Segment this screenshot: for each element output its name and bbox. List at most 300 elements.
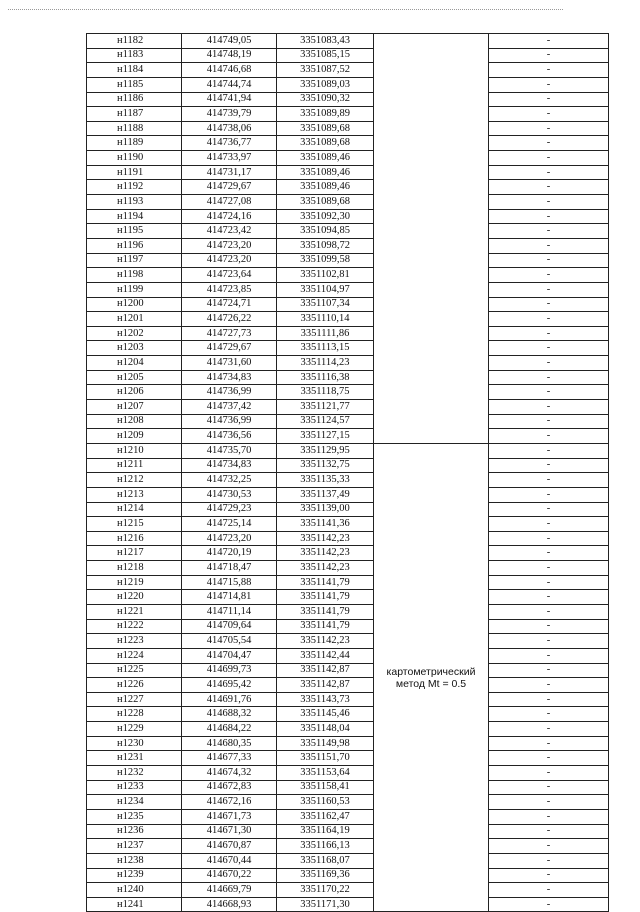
y-coordinate-cell: 3351141,36 bbox=[277, 517, 374, 532]
y-coordinate-cell: 3351171,30 bbox=[277, 897, 374, 912]
y-coordinate-cell: 3351089,68 bbox=[277, 121, 374, 136]
y-coordinate-cell: 3351132,75 bbox=[277, 458, 374, 473]
point-name-cell: н1224 bbox=[87, 648, 182, 663]
y-coordinate-cell: 3351089,46 bbox=[277, 165, 374, 180]
point-name-cell: н1214 bbox=[87, 502, 182, 517]
point-name-cell: н1213 bbox=[87, 487, 182, 502]
point-name-cell: н1190 bbox=[87, 151, 182, 166]
point-name-cell: н1209 bbox=[87, 429, 182, 444]
method-cell: картометрический метод Mt = 0.5 bbox=[374, 443, 489, 912]
x-coordinate-cell: 414725,14 bbox=[182, 517, 277, 532]
table-row bbox=[87, 136, 609, 151]
y-coordinate-cell: 3351162,47 bbox=[277, 809, 374, 824]
x-coordinate-cell: 414731,60 bbox=[182, 356, 277, 371]
point-name-cell: н1235 bbox=[87, 809, 182, 824]
x-coordinate-cell: 414726,22 bbox=[182, 312, 277, 327]
point-name-cell: н1231 bbox=[87, 751, 182, 766]
accuracy-dash-cell: - bbox=[489, 326, 609, 341]
table-row bbox=[87, 487, 609, 502]
x-coordinate-cell: 414670,22 bbox=[182, 868, 277, 883]
accuracy-dash-cell: - bbox=[489, 795, 609, 810]
y-coordinate-cell: 3351170,22 bbox=[277, 883, 374, 898]
table-row bbox=[87, 326, 609, 341]
point-name-cell: н1200 bbox=[87, 297, 182, 312]
point-name-cell: н1186 bbox=[87, 92, 182, 107]
table-row bbox=[87, 48, 609, 63]
table-row bbox=[87, 824, 609, 839]
accuracy-dash-cell: - bbox=[489, 546, 609, 561]
table-row bbox=[87, 766, 609, 781]
table-row bbox=[87, 268, 609, 283]
y-coordinate-cell: 3351142,23 bbox=[277, 561, 374, 576]
point-name-cell: н1199 bbox=[87, 282, 182, 297]
point-name-cell: н1185 bbox=[87, 77, 182, 92]
accuracy-dash-cell: - bbox=[489, 751, 609, 766]
y-coordinate-cell: 3351142,87 bbox=[277, 678, 374, 693]
accuracy-dash-cell: - bbox=[489, 165, 609, 180]
accuracy-dash-cell: - bbox=[489, 400, 609, 415]
x-coordinate-cell: 414723,20 bbox=[182, 531, 277, 546]
x-coordinate-cell: 414677,33 bbox=[182, 751, 277, 766]
point-name-cell: н1205 bbox=[87, 370, 182, 385]
accuracy-dash-cell: - bbox=[489, 766, 609, 781]
point-name-cell: н1215 bbox=[87, 517, 182, 532]
point-name-cell: н1237 bbox=[87, 839, 182, 854]
accuracy-dash-cell: - bbox=[489, 487, 609, 502]
accuracy-dash-cell: - bbox=[489, 443, 609, 458]
accuracy-dash-cell: - bbox=[489, 48, 609, 63]
y-coordinate-cell: 3351142,44 bbox=[277, 648, 374, 663]
y-coordinate-cell: 3351135,33 bbox=[277, 473, 374, 488]
x-coordinate-cell: 414727,73 bbox=[182, 326, 277, 341]
table-row bbox=[87, 370, 609, 385]
accuracy-dash-cell: - bbox=[489, 883, 609, 898]
x-coordinate-cell: 414736,77 bbox=[182, 136, 277, 151]
accuracy-dash-cell: - bbox=[489, 722, 609, 737]
table-row bbox=[87, 604, 609, 619]
accuracy-dash-cell: - bbox=[489, 312, 609, 327]
table-row bbox=[87, 121, 609, 136]
y-coordinate-cell: 3351089,68 bbox=[277, 195, 374, 210]
table-row bbox=[87, 282, 609, 297]
x-coordinate-cell: 414729,23 bbox=[182, 502, 277, 517]
y-coordinate-cell: 3351121,77 bbox=[277, 400, 374, 415]
x-coordinate-cell: 414715,88 bbox=[182, 575, 277, 590]
y-coordinate-cell: 3351141,79 bbox=[277, 604, 374, 619]
point-name-cell: н1197 bbox=[87, 253, 182, 268]
point-name-cell: н1226 bbox=[87, 678, 182, 693]
table-row bbox=[87, 312, 609, 327]
table-row bbox=[87, 678, 609, 693]
table-row bbox=[87, 751, 609, 766]
accuracy-dash-cell: - bbox=[489, 604, 609, 619]
point-name-cell: н1202 bbox=[87, 326, 182, 341]
point-name-cell: н1229 bbox=[87, 722, 182, 737]
accuracy-dash-cell: - bbox=[489, 678, 609, 693]
x-coordinate-cell: 414739,79 bbox=[182, 107, 277, 122]
table-row bbox=[87, 341, 609, 356]
point-name-cell: н1220 bbox=[87, 590, 182, 605]
accuracy-dash-cell: - bbox=[489, 590, 609, 605]
x-coordinate-cell: 414730,53 bbox=[182, 487, 277, 502]
y-coordinate-cell: 3351089,46 bbox=[277, 151, 374, 166]
table-row bbox=[87, 634, 609, 649]
x-coordinate-cell: 414723,20 bbox=[182, 238, 277, 253]
table-row bbox=[87, 839, 609, 854]
table-row bbox=[87, 209, 609, 224]
accuracy-dash-cell: - bbox=[489, 853, 609, 868]
point-name-cell: н1204 bbox=[87, 356, 182, 371]
point-name-cell: н1191 bbox=[87, 165, 182, 180]
x-coordinate-cell: 414670,87 bbox=[182, 839, 277, 854]
y-coordinate-cell: 3351116,38 bbox=[277, 370, 374, 385]
accuracy-dash-cell: - bbox=[489, 34, 609, 49]
x-coordinate-cell: 414736,99 bbox=[182, 385, 277, 400]
accuracy-dash-cell: - bbox=[489, 63, 609, 78]
point-name-cell: н1219 bbox=[87, 575, 182, 590]
x-coordinate-cell: 414671,30 bbox=[182, 824, 277, 839]
point-name-cell: н1184 bbox=[87, 63, 182, 78]
table-row bbox=[87, 77, 609, 92]
y-coordinate-cell: 3351089,46 bbox=[277, 180, 374, 195]
table-row bbox=[87, 92, 609, 107]
accuracy-dash-cell: - bbox=[489, 151, 609, 166]
x-coordinate-cell: 414734,83 bbox=[182, 370, 277, 385]
table-row bbox=[87, 736, 609, 751]
x-coordinate-cell: 414733,97 bbox=[182, 151, 277, 166]
point-name-cell: н1201 bbox=[87, 312, 182, 327]
table-row bbox=[87, 663, 609, 678]
x-coordinate-cell: 414723,64 bbox=[182, 268, 277, 283]
y-coordinate-cell: 3351142,23 bbox=[277, 531, 374, 546]
table-row bbox=[87, 648, 609, 663]
y-coordinate-cell: 3351102,81 bbox=[277, 268, 374, 283]
point-name-cell: н1188 bbox=[87, 121, 182, 136]
x-coordinate-cell: 414705,54 bbox=[182, 634, 277, 649]
x-coordinate-cell: 414744,74 bbox=[182, 77, 277, 92]
point-name-cell: н1195 bbox=[87, 224, 182, 239]
y-coordinate-cell: 3351129,95 bbox=[277, 443, 374, 458]
y-coordinate-cell: 3351094,85 bbox=[277, 224, 374, 239]
accuracy-dash-cell: - bbox=[489, 692, 609, 707]
y-coordinate-cell: 3351124,57 bbox=[277, 414, 374, 429]
accuracy-dash-cell: - bbox=[489, 561, 609, 576]
accuracy-dash-cell: - bbox=[489, 575, 609, 590]
accuracy-dash-cell: - bbox=[489, 77, 609, 92]
accuracy-dash-cell: - bbox=[489, 136, 609, 151]
x-coordinate-cell: 414720,19 bbox=[182, 546, 277, 561]
x-coordinate-cell: 414737,42 bbox=[182, 400, 277, 415]
y-coordinate-cell: 3351107,34 bbox=[277, 297, 374, 312]
y-coordinate-cell: 3351085,15 bbox=[277, 48, 374, 63]
x-coordinate-cell: 414748,19 bbox=[182, 48, 277, 63]
x-coordinate-cell: 414746,68 bbox=[182, 63, 277, 78]
point-name-cell: н1233 bbox=[87, 780, 182, 795]
y-coordinate-cell: 3351142,87 bbox=[277, 663, 374, 678]
accuracy-dash-cell: - bbox=[489, 868, 609, 883]
coordinates-table-body bbox=[87, 34, 609, 912]
point-name-cell: н1206 bbox=[87, 385, 182, 400]
y-coordinate-cell: 3351114,23 bbox=[277, 356, 374, 371]
table-row bbox=[87, 414, 609, 429]
table-row bbox=[87, 195, 609, 210]
x-coordinate-cell: 414734,83 bbox=[182, 458, 277, 473]
y-coordinate-cell: 3351141,79 bbox=[277, 575, 374, 590]
point-name-cell: н1194 bbox=[87, 209, 182, 224]
table-row bbox=[87, 297, 609, 312]
point-name-cell: н1187 bbox=[87, 107, 182, 122]
point-name-cell: н1193 bbox=[87, 195, 182, 210]
point-name-cell: н1211 bbox=[87, 458, 182, 473]
point-name-cell: н1230 bbox=[87, 736, 182, 751]
y-coordinate-cell: 3351113,15 bbox=[277, 341, 374, 356]
point-name-cell: н1238 bbox=[87, 853, 182, 868]
table-row bbox=[87, 356, 609, 371]
x-coordinate-cell: 414724,71 bbox=[182, 297, 277, 312]
point-name-cell: н1241 bbox=[87, 897, 182, 912]
x-coordinate-cell: 414718,47 bbox=[182, 561, 277, 576]
accuracy-dash-cell: - bbox=[489, 619, 609, 634]
table-row bbox=[87, 692, 609, 707]
x-coordinate-cell: 414714,81 bbox=[182, 590, 277, 605]
x-coordinate-cell: 414736,99 bbox=[182, 414, 277, 429]
accuracy-dash-cell: - bbox=[489, 517, 609, 532]
table-row bbox=[87, 883, 609, 898]
y-coordinate-cell: 3351158,41 bbox=[277, 780, 374, 795]
y-coordinate-cell: 3351148,04 bbox=[277, 722, 374, 737]
x-coordinate-cell: 414731,17 bbox=[182, 165, 277, 180]
point-name-cell: н1198 bbox=[87, 268, 182, 283]
accuracy-dash-cell: - bbox=[489, 473, 609, 488]
y-coordinate-cell: 3351168,07 bbox=[277, 853, 374, 868]
table-row bbox=[87, 253, 609, 268]
accuracy-dash-cell: - bbox=[489, 238, 609, 253]
y-coordinate-cell: 3351083,43 bbox=[277, 34, 374, 49]
y-coordinate-cell: 3351149,98 bbox=[277, 736, 374, 751]
x-coordinate-cell: 414668,93 bbox=[182, 897, 277, 912]
y-coordinate-cell: 3351111,86 bbox=[277, 326, 374, 341]
point-name-cell: н1223 bbox=[87, 634, 182, 649]
y-coordinate-cell: 3351166,13 bbox=[277, 839, 374, 854]
accuracy-dash-cell: - bbox=[489, 414, 609, 429]
table-row bbox=[87, 809, 609, 824]
x-coordinate-cell: 414695,42 bbox=[182, 678, 277, 693]
table-row bbox=[87, 238, 609, 253]
table-row bbox=[87, 795, 609, 810]
y-coordinate-cell: 3351153,64 bbox=[277, 766, 374, 781]
accuracy-dash-cell: - bbox=[489, 780, 609, 795]
x-coordinate-cell: 414736,56 bbox=[182, 429, 277, 444]
accuracy-dash-cell: - bbox=[489, 341, 609, 356]
y-coordinate-cell: 3351137,49 bbox=[277, 487, 374, 502]
y-coordinate-cell: 3351104,97 bbox=[277, 282, 374, 297]
accuracy-dash-cell: - bbox=[489, 648, 609, 663]
table-row bbox=[87, 722, 609, 737]
table-row bbox=[87, 400, 609, 415]
y-coordinate-cell: 3351089,68 bbox=[277, 136, 374, 151]
y-coordinate-cell: 3351164,19 bbox=[277, 824, 374, 839]
accuracy-dash-cell: - bbox=[489, 92, 609, 107]
accuracy-dash-cell: - bbox=[489, 458, 609, 473]
y-coordinate-cell: 3351089,89 bbox=[277, 107, 374, 122]
y-coordinate-cell: 3351092,30 bbox=[277, 209, 374, 224]
point-name-cell: н1210 bbox=[87, 443, 182, 458]
accuracy-dash-cell: - bbox=[489, 121, 609, 136]
point-name-cell: н1196 bbox=[87, 238, 182, 253]
accuracy-dash-cell: - bbox=[489, 107, 609, 122]
table-row bbox=[87, 517, 609, 532]
table-row bbox=[87, 502, 609, 517]
y-coordinate-cell: 3351118,75 bbox=[277, 385, 374, 400]
accuracy-dash-cell: - bbox=[489, 429, 609, 444]
y-coordinate-cell: 3351099,58 bbox=[277, 253, 374, 268]
point-name-cell: н1217 bbox=[87, 546, 182, 561]
table-row bbox=[87, 180, 609, 195]
accuracy-dash-cell: - bbox=[489, 224, 609, 239]
table-row bbox=[87, 385, 609, 400]
point-name-cell: н1236 bbox=[87, 824, 182, 839]
x-coordinate-cell: 414672,16 bbox=[182, 795, 277, 810]
point-name-cell: н1240 bbox=[87, 883, 182, 898]
point-name-cell: н1192 bbox=[87, 180, 182, 195]
x-coordinate-cell: 414724,16 bbox=[182, 209, 277, 224]
y-coordinate-cell: 3351139,00 bbox=[277, 502, 374, 517]
point-name-cell: н1208 bbox=[87, 414, 182, 429]
point-name-cell: н1218 bbox=[87, 561, 182, 576]
accuracy-dash-cell: - bbox=[489, 282, 609, 297]
table-row bbox=[87, 868, 609, 883]
table-row bbox=[87, 575, 609, 590]
accuracy-dash-cell: - bbox=[489, 370, 609, 385]
y-coordinate-cell: 3351142,23 bbox=[277, 634, 374, 649]
y-coordinate-cell: 3351141,79 bbox=[277, 619, 374, 634]
accuracy-dash-cell: - bbox=[489, 531, 609, 546]
accuracy-dash-cell: - bbox=[489, 180, 609, 195]
y-coordinate-cell: 3351089,03 bbox=[277, 77, 374, 92]
x-coordinate-cell: 414711,14 bbox=[182, 604, 277, 619]
table-row bbox=[87, 546, 609, 561]
accuracy-dash-cell: - bbox=[489, 385, 609, 400]
y-coordinate-cell: 3351110,14 bbox=[277, 312, 374, 327]
point-name-cell: н1212 bbox=[87, 473, 182, 488]
table-row bbox=[87, 429, 609, 444]
table-row bbox=[87, 473, 609, 488]
accuracy-dash-cell: - bbox=[489, 502, 609, 517]
x-coordinate-cell: 414749,05 bbox=[182, 34, 277, 49]
y-coordinate-cell: 3351090,32 bbox=[277, 92, 374, 107]
table-row bbox=[87, 224, 609, 239]
point-name-cell: н1216 bbox=[87, 531, 182, 546]
x-coordinate-cell: 414709,64 bbox=[182, 619, 277, 634]
point-name-cell: н1222 bbox=[87, 619, 182, 634]
coordinates-table bbox=[86, 33, 609, 912]
accuracy-dash-cell: - bbox=[489, 897, 609, 912]
x-coordinate-cell: 414723,42 bbox=[182, 224, 277, 239]
y-coordinate-cell: 3351151,70 bbox=[277, 751, 374, 766]
table-row bbox=[87, 780, 609, 795]
y-coordinate-cell: 3351169,36 bbox=[277, 868, 374, 883]
y-coordinate-cell: 3351160,53 bbox=[277, 795, 374, 810]
accuracy-dash-cell: - bbox=[489, 634, 609, 649]
table-row bbox=[87, 165, 609, 180]
accuracy-dash-cell: - bbox=[489, 809, 609, 824]
x-coordinate-cell: 414727,08 bbox=[182, 195, 277, 210]
accuracy-dash-cell: - bbox=[489, 707, 609, 722]
accuracy-dash-cell: - bbox=[489, 253, 609, 268]
y-coordinate-cell: 3351087,52 bbox=[277, 63, 374, 78]
accuracy-dash-cell: - bbox=[489, 297, 609, 312]
point-name-cell: н1234 bbox=[87, 795, 182, 810]
point-name-cell: н1203 bbox=[87, 341, 182, 356]
table-row bbox=[87, 107, 609, 122]
x-coordinate-cell: 414741,94 bbox=[182, 92, 277, 107]
x-coordinate-cell: 414732,25 bbox=[182, 473, 277, 488]
accuracy-dash-cell: - bbox=[489, 268, 609, 283]
table-row bbox=[87, 443, 609, 458]
table-row bbox=[87, 853, 609, 868]
point-name-cell: н1228 bbox=[87, 707, 182, 722]
table-row bbox=[87, 561, 609, 576]
x-coordinate-cell: 414723,85 bbox=[182, 282, 277, 297]
point-name-cell: н1225 bbox=[87, 663, 182, 678]
table-row bbox=[87, 590, 609, 605]
x-coordinate-cell: 414672,83 bbox=[182, 780, 277, 795]
point-name-cell: н1227 bbox=[87, 692, 182, 707]
table-row bbox=[87, 531, 609, 546]
table-row bbox=[87, 619, 609, 634]
x-coordinate-cell: 414680,35 bbox=[182, 736, 277, 751]
accuracy-dash-cell: - bbox=[489, 736, 609, 751]
x-coordinate-cell: 414729,67 bbox=[182, 180, 277, 195]
table-row bbox=[87, 707, 609, 722]
x-coordinate-cell: 414729,67 bbox=[182, 341, 277, 356]
point-name-cell: н1207 bbox=[87, 400, 182, 415]
table-row bbox=[87, 151, 609, 166]
method-cell-blank bbox=[374, 34, 489, 444]
x-coordinate-cell: 414691,76 bbox=[182, 692, 277, 707]
x-coordinate-cell: 414671,73 bbox=[182, 809, 277, 824]
scan-top-rule bbox=[8, 9, 563, 10]
y-coordinate-cell: 3351127,15 bbox=[277, 429, 374, 444]
table-row bbox=[87, 34, 609, 49]
accuracy-dash-cell: - bbox=[489, 209, 609, 224]
accuracy-dash-cell: - bbox=[489, 824, 609, 839]
x-coordinate-cell: 414723,20 bbox=[182, 253, 277, 268]
x-coordinate-cell: 414735,70 bbox=[182, 443, 277, 458]
x-coordinate-cell: 414670,44 bbox=[182, 853, 277, 868]
x-coordinate-cell: 414684,22 bbox=[182, 722, 277, 737]
point-name-cell: н1221 bbox=[87, 604, 182, 619]
x-coordinate-cell: 414738,06 bbox=[182, 121, 277, 136]
accuracy-dash-cell: - bbox=[489, 356, 609, 371]
point-name-cell: н1232 bbox=[87, 766, 182, 781]
y-coordinate-cell: 3351145,46 bbox=[277, 707, 374, 722]
point-name-cell: н1182 bbox=[87, 34, 182, 49]
x-coordinate-cell: 414674,32 bbox=[182, 766, 277, 781]
point-name-cell: н1183 bbox=[87, 48, 182, 63]
table-row bbox=[87, 63, 609, 78]
y-coordinate-cell: 3351098,72 bbox=[277, 238, 374, 253]
x-coordinate-cell: 414699,73 bbox=[182, 663, 277, 678]
y-coordinate-cell: 3351141,79 bbox=[277, 590, 374, 605]
y-coordinate-cell: 3351142,23 bbox=[277, 546, 374, 561]
x-coordinate-cell: 414704,47 bbox=[182, 648, 277, 663]
point-name-cell: н1189 bbox=[87, 136, 182, 151]
x-coordinate-cell: 414688,32 bbox=[182, 707, 277, 722]
accuracy-dash-cell: - bbox=[489, 839, 609, 854]
point-name-cell: н1239 bbox=[87, 868, 182, 883]
y-coordinate-cell: 3351143,73 bbox=[277, 692, 374, 707]
